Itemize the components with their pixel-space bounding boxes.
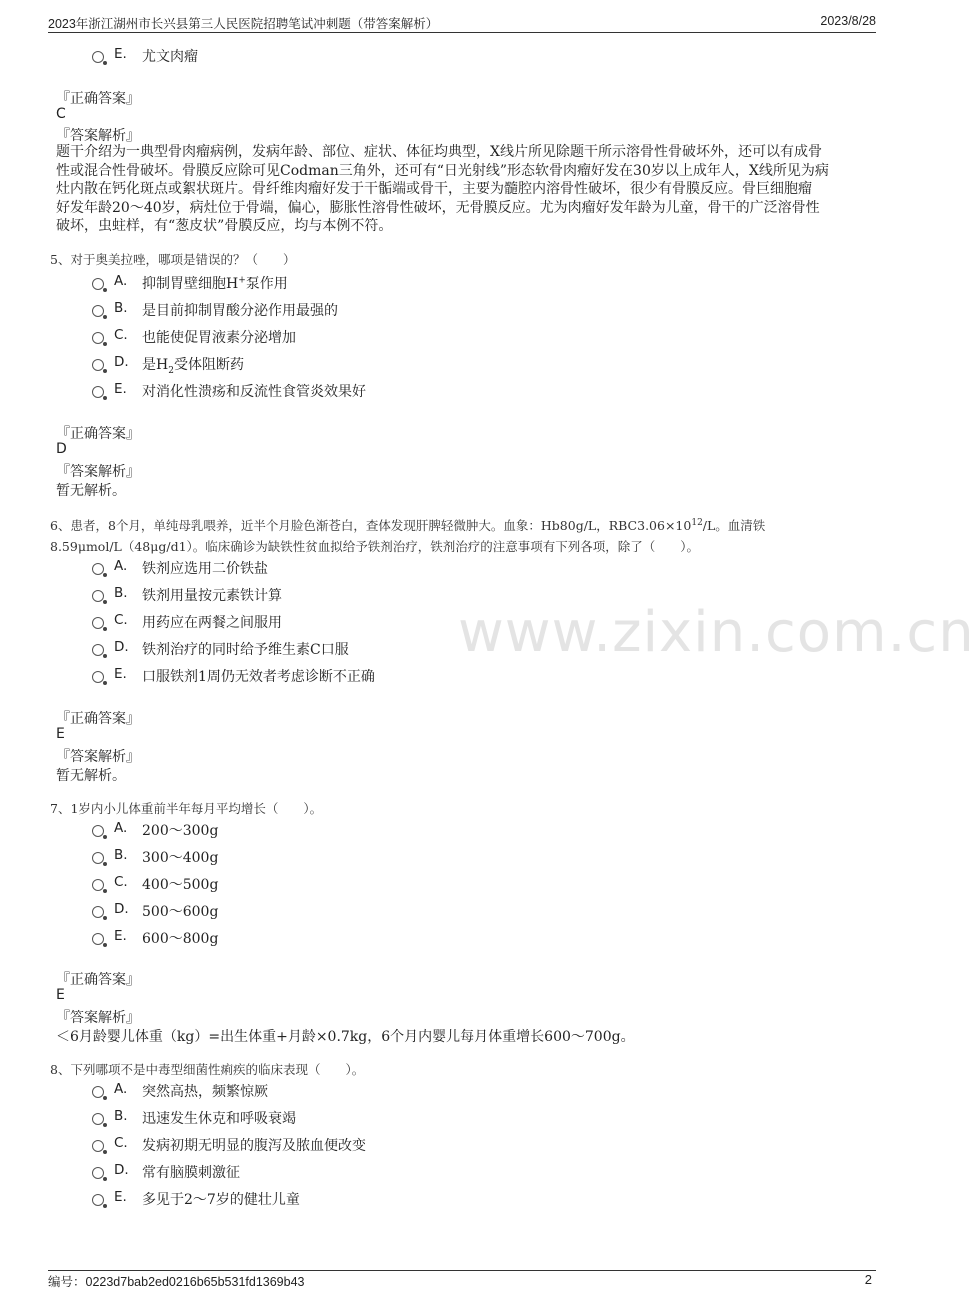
option-letter: D. xyxy=(114,354,129,370)
question-stem: 7、1岁内小儿体重前半年每月平均增长（ ）。 xyxy=(50,801,323,816)
analysis-label: 『答案解析』 xyxy=(56,464,140,480)
radio-icon[interactable] xyxy=(92,852,104,864)
analysis-label: 『答案解析』 xyxy=(56,749,140,765)
option-text: 600～800g xyxy=(142,931,219,947)
analysis-line: 题干介绍为一典型骨肉瘤病例，发病年龄、部位、症状、体征均典型，X线片所见除题干所示溶骨性骨破坏外，还可以有成骨 xyxy=(56,144,822,160)
option-text: 多见于2～7岁的健壮儿童 xyxy=(142,1192,300,1208)
analysis-text: 暂无解析。 xyxy=(56,768,126,784)
option-letter: B. xyxy=(114,300,128,316)
option-letter: C. xyxy=(114,1135,128,1151)
option-letter: D. xyxy=(114,901,129,917)
option-text: 突然高热，频繁惊厥 xyxy=(142,1084,268,1100)
radio-icon[interactable] xyxy=(92,1140,104,1152)
correct-answer: E xyxy=(56,987,65,1003)
document-code: 编号：0223d7bab2ed0216b65b531fd1369b43 xyxy=(48,1275,305,1289)
radio-icon[interactable] xyxy=(92,879,104,891)
option-letter: C. xyxy=(114,874,128,890)
option-letter: B. xyxy=(114,585,128,601)
option-text: 铁剂应选用二价铁盐 xyxy=(142,561,268,577)
option-letter: E. xyxy=(114,928,127,944)
option-text: 是目前抑制胃酸分泌作用最强的 xyxy=(142,303,338,319)
correct-answer-label: 『正确答案』 xyxy=(56,426,140,442)
radio-icon[interactable] xyxy=(92,563,104,575)
analysis-label: 『答案解析』 xyxy=(56,1010,140,1026)
radio-icon[interactable] xyxy=(92,644,104,656)
option-letter: D. xyxy=(114,1162,129,1178)
radio-icon[interactable] xyxy=(92,590,104,602)
option-letter: A. xyxy=(114,1081,128,1097)
document-date: 2023/8/28 xyxy=(820,14,876,28)
document-title: 2023年浙江湖州市长兴县第三人民医院招聘笔试冲刺题（带答案解析） xyxy=(48,17,439,31)
option-letter: A. xyxy=(114,820,128,836)
radio-icon[interactable] xyxy=(92,359,104,371)
option-text: 口服铁剂1周仍无效者考虑诊断不正确 xyxy=(142,669,375,685)
analysis-line: 破坏，虫蛀样，有“葱皮状”骨膜反应，均与本例不符。 xyxy=(56,218,393,234)
option-text: 铁剂治疗的同时给予维生素C口服 xyxy=(142,642,349,658)
option-text: 500～600g xyxy=(142,904,219,920)
correct-answer: C xyxy=(56,106,66,122)
radio-icon[interactable] xyxy=(92,305,104,317)
question-stem: 5、对于奥美拉唑，哪项是错误的？（ ） xyxy=(50,252,296,267)
option-text: 用药应在两餐之间服用 xyxy=(142,615,282,631)
analysis-text: ＜6月龄婴儿体重（kg）=出生体重+月龄×0.7kg，6个月内婴儿每月体重增长600～700g。 xyxy=(56,1029,635,1045)
option-text: 尤文肉瘤 xyxy=(142,49,198,65)
question-stem: 8、下列哪项不是中毒型细菌性痢疾的临床表现（ ）。 xyxy=(50,1062,365,1077)
option-letter: D. xyxy=(114,639,129,655)
option-text: 也能使促胃液素分泌增加 xyxy=(142,330,296,346)
option-letter: A. xyxy=(114,558,128,574)
question-stem: 6、患者，8个月，单纯母乳喂养，近半个月脸色渐苍白，查体发现肝脾轻微肿大。血象：Hb80g/L，$RBC3.06\times 10^{12}/L$。血清铁 xyxy=(50,517,766,533)
question-stem: 8.59μmol/L（48μg/d1）。临床确诊为缺铁性贫血拟给予铁剂治疗，铁剂治疗的注意事项有下列各项，除了（ ）。 xyxy=(50,539,700,554)
page-header xyxy=(48,10,876,33)
analysis-text xyxy=(56,143,866,236)
option-text: 200～300g xyxy=(142,823,219,839)
correct-answer-label: 『正确答案』 xyxy=(56,711,140,727)
watermark: www.zixin.com.cn xyxy=(458,600,975,665)
option-letter: B. xyxy=(114,1108,128,1124)
radio-icon[interactable] xyxy=(92,278,104,290)
radio-icon[interactable] xyxy=(92,825,104,837)
analysis-line: 好发年龄20～40岁，病灶位于骨端，偏心，膨胀性溶骨性破坏，无骨膜反应。尤为肉瘤好发年龄为儿童，骨干的广泛溶骨性 xyxy=(56,199,820,216)
option-letter: B. xyxy=(114,847,128,863)
option-letter: E. xyxy=(114,666,127,682)
analysis-line: 灶内散在钙化斑点或絮状斑片。骨纤维肉瘤好发于干骺端或骨干，主要为髓腔内溶骨性破坏，很少有骨膜反应。骨巨细胞瘤 xyxy=(56,181,812,197)
radio-icon[interactable] xyxy=(92,1086,104,1098)
analysis-label: 『答案解析』 xyxy=(56,128,140,144)
option-letter: E. xyxy=(114,1189,127,1205)
radio-icon[interactable] xyxy=(92,933,104,945)
option-text: 400～500g xyxy=(142,877,219,893)
correct-answer-label: 『正确答案』 xyxy=(56,972,140,988)
radio-icon[interactable] xyxy=(92,617,104,629)
radio-icon[interactable] xyxy=(92,1113,104,1125)
option-text: 常有脑膜刺激征 xyxy=(142,1165,240,1181)
radio-icon[interactable] xyxy=(92,671,104,683)
option-letter: E. xyxy=(114,381,127,397)
analysis-text: 暂无解析。 xyxy=(56,483,126,499)
option-letter: C. xyxy=(114,612,128,628)
option-text: 是$H_2$受体阻断药 xyxy=(142,357,244,376)
radio-icon[interactable] xyxy=(92,906,104,918)
radio-icon[interactable] xyxy=(92,51,104,63)
option-text: 300～400g xyxy=(142,850,219,866)
option-text: 发病初期无明显的腹泻及脓血便改变 xyxy=(142,1138,366,1154)
correct-answer: E xyxy=(56,726,65,742)
radio-icon[interactable] xyxy=(92,1167,104,1179)
option-letter: A. xyxy=(114,273,128,289)
option-letter: E. xyxy=(114,46,127,62)
option-text: 迅速发生休克和呼吸衰竭 xyxy=(142,1111,296,1127)
page-footer xyxy=(48,1270,876,1295)
correct-answer: D xyxy=(56,441,67,457)
option-text: 对消化性溃疡和反流性食管炎效果好 xyxy=(142,384,366,400)
correct-answer-label: 『正确答案』 xyxy=(56,91,140,107)
option-text: 抑制胃壁细胞H+泵作用 xyxy=(142,275,288,292)
option-text: 铁剂用量按元素铁计算 xyxy=(142,588,282,604)
radio-icon[interactable] xyxy=(92,332,104,344)
radio-icon[interactable] xyxy=(92,1194,104,1206)
analysis-line: 性或混合性骨破坏。骨膜反应除可见Codman三角外，还可有“日光射线”形态软骨肉瘤好发在30岁以上成年人，X线所见为病 xyxy=(56,162,829,179)
page-number: 2 xyxy=(864,1272,872,1287)
option-letter: C. xyxy=(114,327,128,343)
radio-icon[interactable] xyxy=(92,386,104,398)
